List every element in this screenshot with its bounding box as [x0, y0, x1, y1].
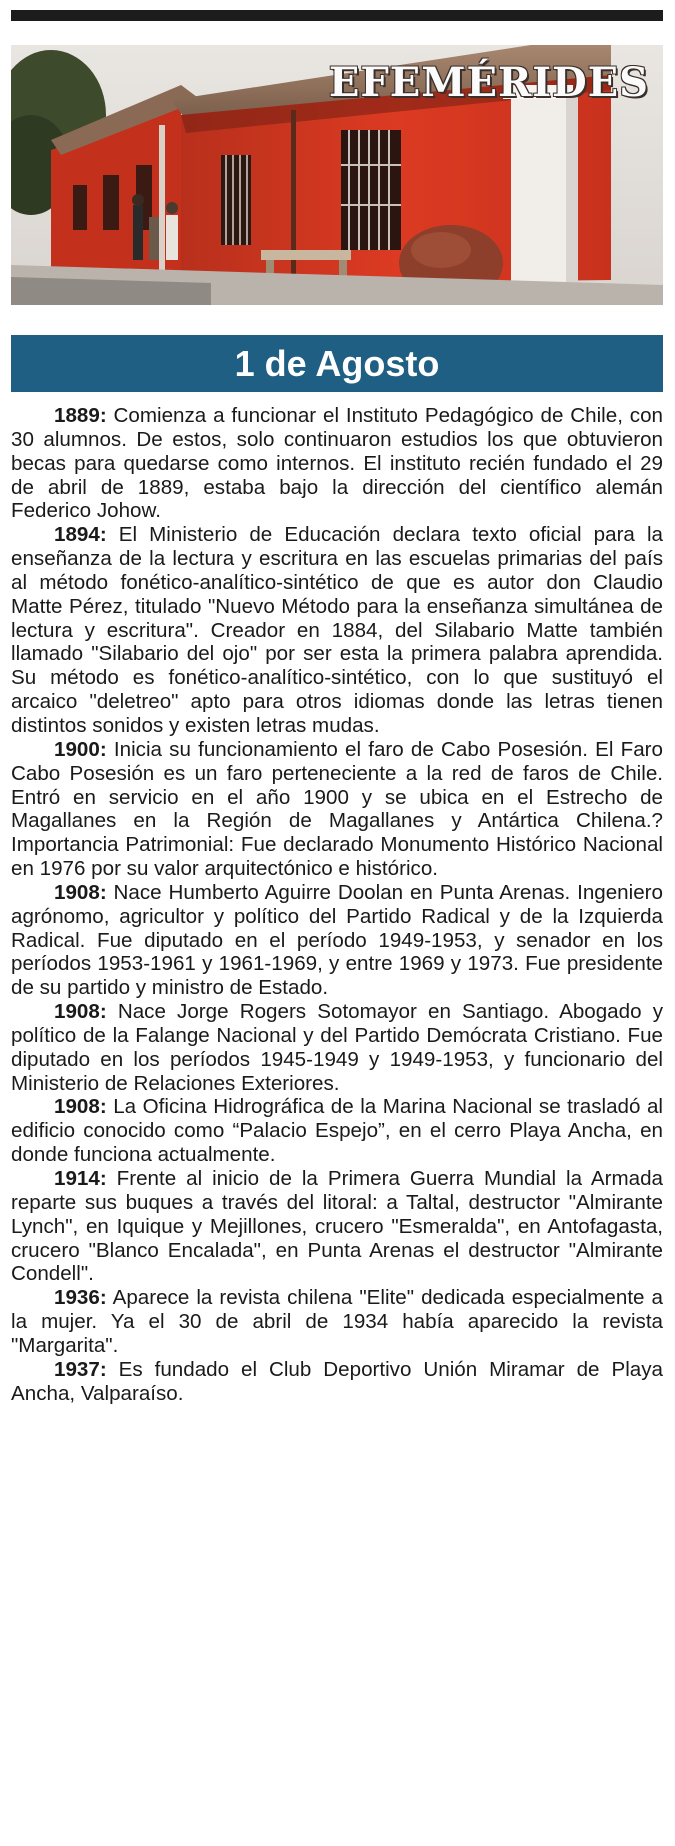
entry-text: Aparece la revista chilena "Elite" dedicada especialmente a la mujer. Ya el 30 de abril de 1934 había aparecido la revista "Margarita". [11, 1286, 663, 1357]
entry-1894 [11, 523, 663, 738]
entry-1914 [11, 1167, 663, 1286]
entry-text: La Oficina Hidrográfica de la Marina Nacional se trasladó al edificio conocido como “Palacio Espejo”, en el cerro Playa Ancha, en donde funciona actualmente. [11, 1095, 663, 1167]
date-heading: 1 de Agosto [11, 335, 663, 392]
entry-year: 1914: [54, 1167, 107, 1190]
entry-1889 [11, 404, 663, 523]
entry-text: Nace Jorge Rogers Sotomayor en Santiago. Abogado y político de la Falange Nacional y del Partido Demócrata Cristiano. Fue diputado en los períodos 1945-1949 y 1949-1953, y funcionario del Ministerio de Relaciones Exteriores. [11, 1000, 663, 1095]
entry-1908-rogers [11, 1000, 663, 1095]
entry-year: 1900: [54, 737, 107, 761]
ephemerides-list [11, 404, 663, 1405]
entry-1937 [11, 1358, 663, 1406]
entry-year: 1889: [54, 404, 107, 427]
entry-text: El Ministerio de Educación declara texto oficial para la enseñanza de la lectura y escritura en las escuelas primarias del país al método fonético-analítico-sintético de que es autor don Claudio Matte Pérez, titulado "Nuevo Método para la enseñanza simultánea de lectura y escritura". Creador en 1884, del Silabario Matte también llamado "Silabario del ojo" por ser esta la primera palabra aprendida. Su método es fonético-analítico-sintético, con lo que sustituyó el arcaico "deletreo" apto para otros idiomas donde las letras tienen distintos sonidos y existen letras mudas. [11, 523, 663, 737]
entry-year: 1937: [54, 1357, 107, 1381]
hero-photo [11, 45, 663, 305]
entry-text: Es fundado el Club Deportivo Unión Miramar de Playa Ancha, Valparaíso. [11, 1357, 663, 1405]
entry-1908-aguirre [11, 881, 663, 1000]
entry-1908-hidrografica [11, 1095, 663, 1167]
entry-year: 1908: [54, 1000, 107, 1024]
entry-text: Nace Humberto Aguirre Doolan en Punta Arenas. Ingeniero agrónomo, agricultor y político del Partido Radical y de la Izquierda Radical. Fue diputado en el período 1949-1953, y senador en los períodos 1953-1961 y 1961-1969, y entre 1969 y 1973. Fue presidente de su partido y ministro de Estado. [11, 880, 663, 1000]
entry-text: Inicia su funcionamiento el faro de Cabo Posesión. El Faro Cabo Posesión es un faro perteneciente a la red de faros de Chile. Entró en servicio en el año 1900 y se ubica en el Estrecho de Magallanes en la Región de Magallanes y Antártica Chilena.? Importancia Patrimonial: Fue declarado Monumento Histórico Nacional en 1976 por su valor arquitectónico e histórico. [11, 737, 663, 881]
entry-year: 1908: [54, 880, 107, 904]
entry-text: Frente al inicio de la Primera Guerra Mundial la Armada reparte sus buques a través del litoral: a Taltal, destructor "Almirante Lynch", en Iquique y Mejillones, crucero "Esmeralda", en Antofagasta, crucero "Blanco Encalada", en Punta Arenas el destructor "Almirante Condell". [11, 1167, 663, 1286]
top-rule [11, 10, 663, 21]
entry-1900 [11, 738, 663, 881]
entry-text: Comienza a funcionar el Instituto Pedagógico de Chile, con 30 alumnos. De estos, solo continuaron estudios los que obtuvieron becas para quedarse como internos. El instituto recién fundado el 29 de abril de 1889, estaba bajo la dirección del científico alemán Federico Johow. [11, 404, 663, 523]
entry-1936 [11, 1286, 663, 1358]
entry-year: 1936: [54, 1286, 107, 1310]
section-title: EFEMÉRIDES [328, 59, 649, 106]
entry-year: 1908: [54, 1095, 107, 1119]
entry-year: 1894: [54, 523, 107, 547]
